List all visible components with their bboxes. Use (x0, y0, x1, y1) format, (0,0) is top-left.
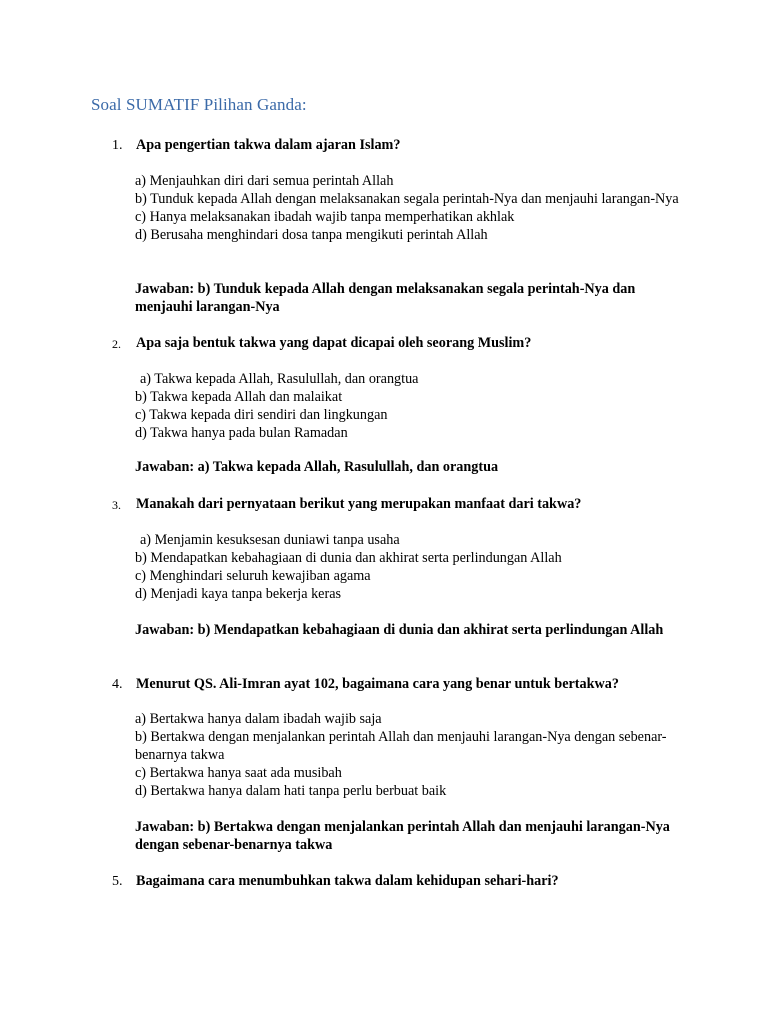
option-a: a) Takwa kepada Allah, Rasulullah, dan orangtua (140, 371, 419, 387)
option-b: b) Bertakwa dengan menjalankan perintah Allah dan menjauhi larangan-Nya dengan sebenar-benarnya takwa (135, 729, 667, 763)
question-number: 3. (112, 498, 121, 512)
option-list (135, 172, 695, 244)
question-number: 5. (112, 874, 123, 889)
answer-key: Jawaban: a) Takwa kepada Allah, Rasulullah, dan orangtua (135, 459, 499, 475)
option-c: c) Bertakwa hanya saat ada musibah (135, 765, 342, 781)
answer-key: Jawaban: b) Tunduk kepada Allah dengan melaksanakan segala perintah-Nya dan menjauhi larangan-Nya (135, 281, 636, 315)
option-d: d) Menjadi kaya tanpa bekerja keras (135, 586, 342, 602)
option-list (135, 370, 695, 442)
option-list (135, 710, 695, 800)
option-c: c) Hanya melaksanakan ibadah wajib tanpa memperhatikan akhlak (135, 209, 515, 225)
answer-key: Jawaban: b) Bertakwa dengan menjalankan perintah Allah dan menjauhi larangan-Nya dengan sebenar-benarnya takwa (135, 819, 670, 853)
option-a: a) Menjauhkan diri dari semua perintah Allah (135, 173, 394, 189)
option-d: d) Bertakwa hanya dalam hati tanpa perlu berbuat baik (135, 783, 447, 799)
question-text: Menurut QS. Ali-Imran ayat 102, bagaimana cara yang benar untuk bertakwa? (136, 676, 619, 692)
question-text: Apa pengertian takwa dalam ajaran Islam? (136, 137, 401, 153)
option-c: c) Menghindari seluruh kewajiban agama (135, 568, 371, 584)
option-b: b) Takwa kepada Allah dan malaikat (135, 389, 343, 405)
question-number: 4. (112, 677, 123, 692)
option-c: c) Takwa kepada diri sendiri dan lingkungan (135, 407, 388, 423)
question-number: 2. (112, 337, 121, 351)
option-d: d) Berusaha menghindari dosa tanpa mengikuti perintah Allah (135, 227, 488, 243)
page-title: Soal SUMATIF Pilihan Ganda: (91, 95, 307, 114)
option-b: b) Tunduk kepada Allah dengan melaksanakan segala perintah-Nya dan menjauhi larangan-Nya (135, 191, 679, 207)
option-a: a) Menjamin kesuksesan duniawi tanpa usaha (140, 532, 400, 548)
question-text: Apa saja bentuk takwa yang dapat dicapai oleh seorang Muslim? (136, 335, 532, 351)
option-d: d) Takwa hanya pada bulan Ramadan (135, 425, 348, 441)
question-number: 1. (112, 138, 123, 153)
option-b: b) Mendapatkan kebahagiaan di dunia dan akhirat serta perlindungan Allah (135, 550, 562, 566)
question-text: Manakah dari pernyataan berikut yang merupakan manfaat dari takwa? (136, 496, 582, 512)
question-text: Bagaimana cara menumbuhkan takwa dalam kehidupan sehari-hari? (136, 873, 559, 889)
answer-key: Jawaban: b) Mendapatkan kebahagiaan di dunia dan akhirat serta perlindungan Allah (135, 622, 664, 638)
option-a: a) Bertakwa hanya dalam ibadah wajib saja (135, 711, 382, 727)
option-list (135, 531, 695, 603)
